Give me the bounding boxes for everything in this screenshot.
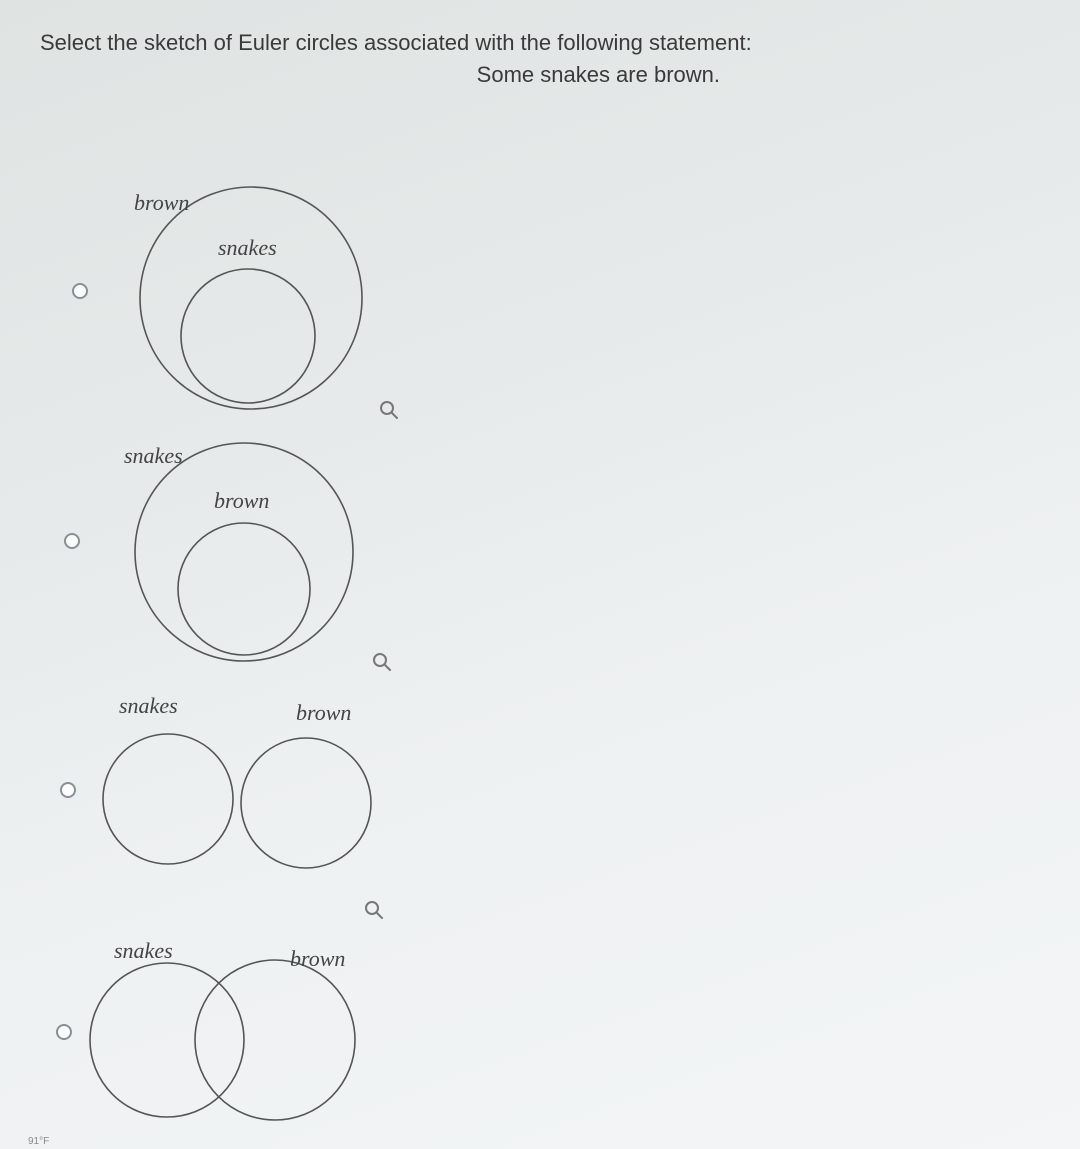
option-1-outer-label: brown	[134, 190, 190, 215]
option-4-diagram	[0, 0, 460, 1149]
question-statement: Some snakes are brown.	[476, 62, 720, 87]
footer-temperature: 91°F	[28, 1136, 50, 1147]
option-4-left-label: snakes	[114, 938, 173, 963]
option-4-left-circle	[90, 963, 244, 1117]
option-1-inner-label: snakes	[218, 235, 277, 260]
question-prompt: Select the sketch of Euler circles associated with the following statement:	[40, 30, 752, 55]
option-2-inner-label: brown	[214, 488, 270, 513]
option-3-right-label: brown	[296, 700, 352, 725]
option-3-left-label: snakes	[119, 693, 178, 718]
option-2-outer-label: snakes	[124, 443, 183, 468]
option-4-right-label: brown	[290, 946, 346, 971]
